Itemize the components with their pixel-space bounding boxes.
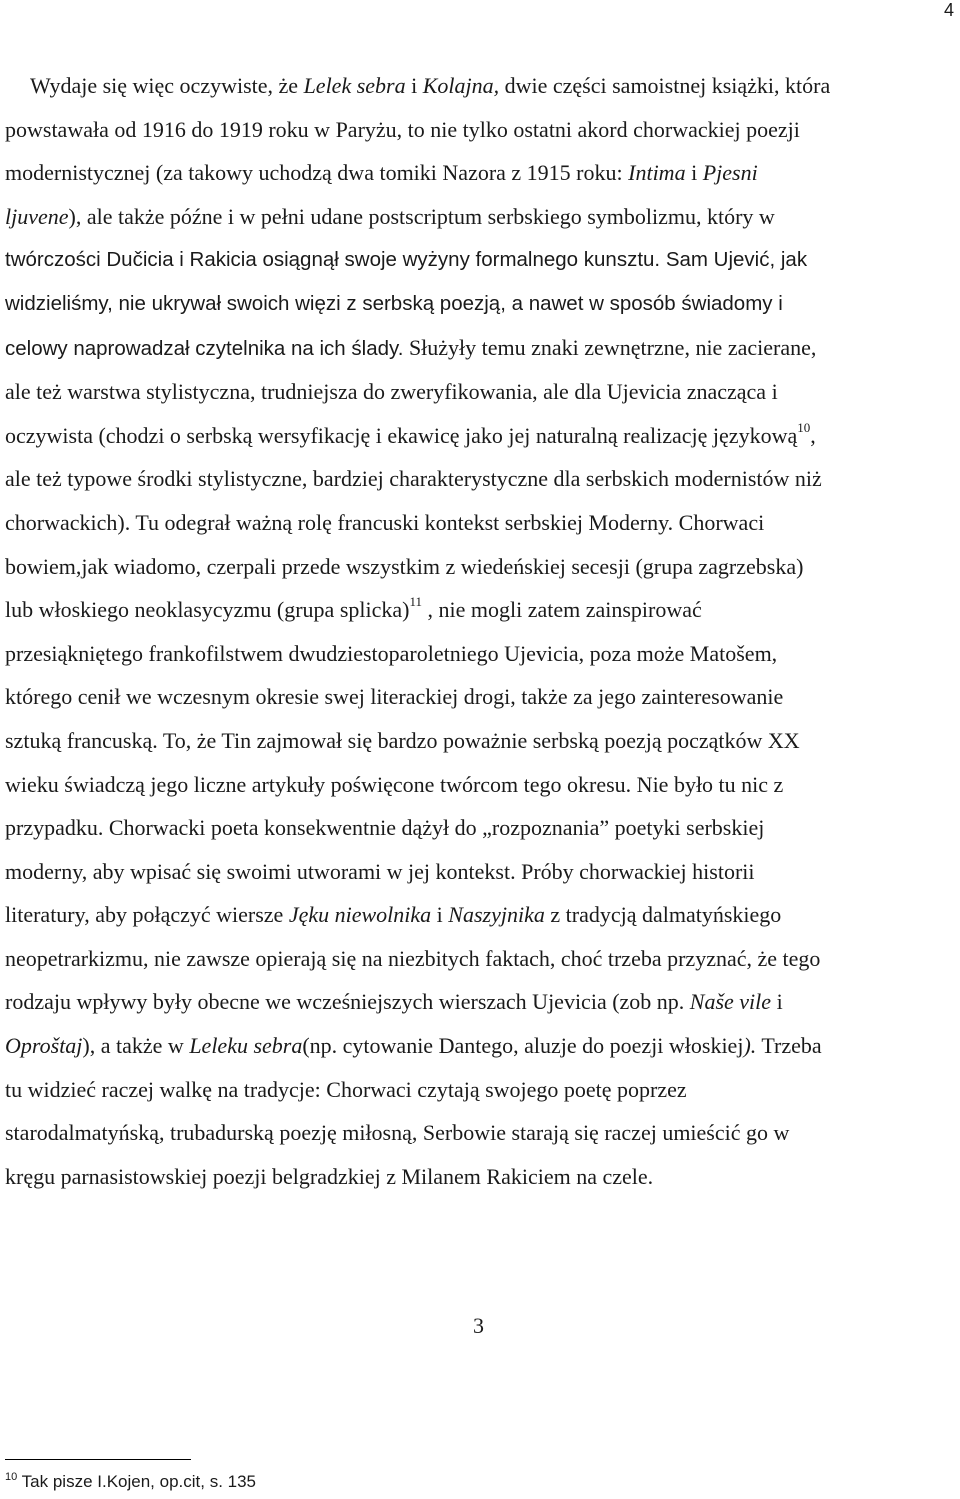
text-line: modernistycznej (za takowy uchodzą dwa tomiki Nazora z 1915 roku: Intima i Pjesni xyxy=(5,160,758,186)
text-line: moderny, aby wpisać się swoimi utworami w jej kontekst. Próby chorwackiej historii xyxy=(5,858,755,884)
text-line: wieku świadczą jego liczne artykuły poświęcone twórcom tego okresu. Nie było tu nic z xyxy=(5,771,784,797)
page-number-top: 4 xyxy=(943,0,954,20)
text-line: sztuką francuską. To, że Tin zajmował się bardzo poważnie serbską poezją początków XX xyxy=(5,727,800,753)
text-line: twórczości Dučicia i Rakicia osiągnął swoje wyżyny formalnego kunsztu. Sam Ujević, jak xyxy=(5,248,808,272)
footnote-ref: 11 xyxy=(409,594,422,610)
text-line: oczywista (chodzi o serbską wersyfikację i ekawicę jako jej naturalną realizację językową$^{10}$, xyxy=(5,419,816,448)
footnote-text: Tak pisze I.Kojen, op.cit, s. 135 xyxy=(17,1472,257,1491)
text-line: ljuvene), ale także późne i w pełni udane postscriptum serbskiego symbolizmu, który w xyxy=(5,203,775,229)
text-line: neopetrarkizmu, nie zawsze opierają się na niezbitych faktach, choć trzeba przyznać, że tego xyxy=(5,945,821,971)
text-line: Oproštaj), a także w Leleku sebra(np. cytowanie Dantego, aluzje do poezji włoskiej). Trzeba xyxy=(5,1033,822,1059)
page-number-bottom: 3 xyxy=(473,1313,484,1338)
text-line: przesiąkniętego frankofilstwem dwudziestoparoletniego Ujevicia, poza może Matošem, xyxy=(5,640,778,666)
text-line: lub włoskiego neoklasycyzmu (grupa splicka)$^{11}$ , nie mogli zatem zainspirować xyxy=(5,594,702,623)
body-paragraph xyxy=(5,64,953,1198)
footnote-divider xyxy=(5,1459,191,1460)
footnote-marker: 10 xyxy=(5,1471,18,1483)
footnote-ref: 10 xyxy=(797,419,811,435)
text-line: ale też warstwa stylistyczna, trudniejsza do zweryfikowania, ale dla Ujevicia znacząca i xyxy=(5,379,778,405)
text-line: celowy naprowadzał czytelnika na ich ślady. Służyły temu znaki zewnętrzne, nie zacierane, xyxy=(5,334,817,360)
text-line: tu widzieć raczej walkę na tradycje: Chorwaci czytają swojego poetę poprzez xyxy=(5,1076,687,1102)
text-line: chorwackich). Tu odegrał ważną rolę francuski kontekst serbskiej Moderny. Chorwaci xyxy=(5,509,765,535)
text-line: Wydaje się więc oczywiste, że Lelek sebra i Kolajna, dwie części samoistnej książki, która xyxy=(30,73,831,98)
text-line: ale też typowe środki stylistyczne, bardziej charakterystyczne dla serbskich modernistów niż xyxy=(5,466,822,492)
text-line: rodzaju wpływy były obecne we wcześniejszych wierszach Ujevicia (zob np. Naše vile i xyxy=(5,989,783,1015)
text-line: powstawała od 1916 do 1919 roku w Paryżu, to nie tylko ostatni akord chorwackiej poezji xyxy=(5,116,800,142)
text-line: widzieliśmy, nie ukrywał swoich więzi z serbską poezją, a nawet w sposób świadomy i xyxy=(5,291,783,315)
text-line: przypadku. Chorwacki poeta konsekwentnie dążył do „rozpoznania” poetyki serbskiej xyxy=(5,815,765,841)
text-line: kręgu parnasistowskiej poezji belgradzkiej z Milanem Rakiciem na czele. xyxy=(5,1163,654,1189)
text-line: którego cenił we wczesnym okresie swej literackiej drogi, także za jego zainteresowanie xyxy=(5,684,784,710)
text-line: starodalmatyńską, trubadurską poezję miłosną, Serbowie starają się raczej umieścić go w xyxy=(5,1120,790,1146)
text-line: bowiem,jak wiadomo, czerpali przede wszystkim z wiedeńskiej secesji (grupa zagrzebska) xyxy=(5,553,804,579)
footnote xyxy=(5,1472,256,1492)
text-line: literatury, aby połączyć wiersze Jęku niewolnika i Naszyjnika z tradycją dalmatyńskiego xyxy=(5,902,782,928)
